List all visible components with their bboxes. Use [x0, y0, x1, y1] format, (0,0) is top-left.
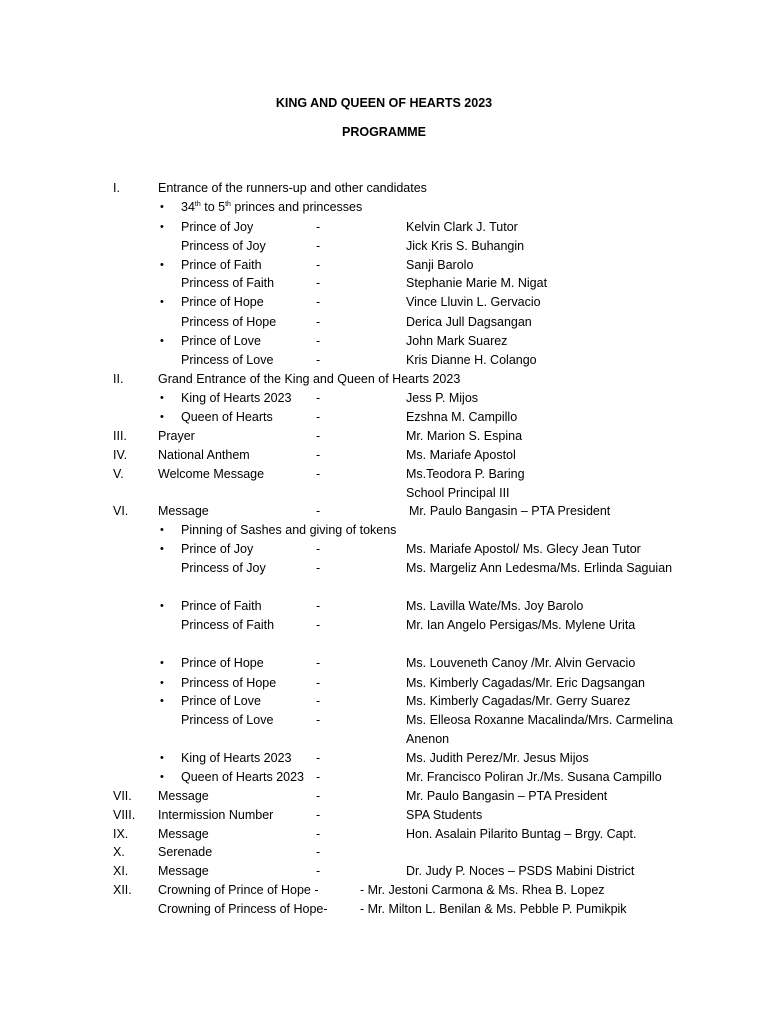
role-label: Princess of Hope	[181, 676, 277, 690]
section-number: IV.	[113, 448, 128, 462]
bullet-icon: •	[160, 392, 164, 404]
sponsor-names: Ms. Louveneth Canoy /Mr. Alvin Gervacio	[406, 656, 636, 670]
section-4-row	[0, 446, 768, 465]
sponsor-names: Ms. Kimberly Cagadas/Mr. Eric Dagsangan	[406, 676, 645, 690]
role-label: Prince of Faith	[181, 599, 262, 613]
section-7-row	[0, 787, 768, 806]
bullet-icon: •	[160, 296, 164, 308]
bullet-icon: •	[160, 201, 164, 213]
bullet-icon: •	[160, 600, 164, 612]
dash-separator: -	[316, 276, 321, 290]
person-name: Hon. Asalain Pilarito Buntag – Brgy. Capt.	[406, 827, 637, 841]
candidate-row	[0, 313, 768, 332]
role-label: King of Hearts 2023	[181, 751, 292, 765]
dash-separator: -	[316, 315, 321, 329]
pinning-row	[0, 711, 768, 730]
person-title-row	[0, 484, 768, 503]
candidate-name: Kelvin Clark J. Tutor	[406, 220, 518, 234]
list-item	[0, 521, 768, 540]
bullet-icon: •	[160, 695, 164, 707]
person-title: School Principal III	[406, 486, 510, 500]
sponsor-names: Mr. Francisco Poliran Jr./Ms. Susana Campillo	[406, 770, 662, 784]
dash-separator: -	[316, 845, 321, 859]
candidate-name: Derica Jull Dagsangan	[406, 315, 532, 329]
section-title: Entrance of the runners-up and other candidates	[158, 181, 427, 195]
role-label: King of Hearts 2023	[181, 391, 292, 405]
section-10-row	[0, 843, 768, 862]
candidate-name: Jick Kris S. Buhangin	[406, 239, 525, 253]
dash-separator: -	[316, 827, 321, 841]
pinning-row	[0, 540, 768, 559]
dash-separator: -	[316, 694, 321, 708]
document-title: KING AND QUEEN OF HEARTS 2023	[275, 96, 493, 110]
list-item	[0, 198, 768, 217]
section-number: VIII.	[113, 808, 136, 822]
bullet-icon: •	[160, 335, 164, 347]
role-label: Prince of Love	[181, 334, 261, 348]
pinning-row	[0, 559, 768, 578]
person-name: SPA Students	[406, 808, 483, 822]
dash-separator: -	[316, 618, 321, 632]
role-label: Prince of Hope	[181, 656, 264, 670]
candidate-row	[0, 389, 768, 408]
pinning-row	[0, 768, 768, 787]
candidate-name: Kris Dianne H. Colango	[406, 353, 537, 367]
sponsor-names: Ms. Mariafe Apostol/ Ms. Glecy Jean Tutor	[406, 542, 641, 556]
role-label: Princess of Love	[181, 713, 274, 727]
dash-separator: -	[316, 239, 321, 253]
role-label: Queen of Hearts	[181, 410, 273, 424]
role-label: Prince of Joy	[181, 542, 254, 556]
sponsor-names: Ms. Kimberly Cagadas/Mr. Gerry Suarez	[406, 694, 631, 708]
candidate-name: Vince Lluvin L. Gervacio	[406, 295, 541, 309]
dash-separator: -	[316, 448, 321, 462]
dash-separator: -	[316, 258, 321, 272]
dash-separator: -	[316, 789, 321, 803]
dash-separator: -	[316, 676, 321, 690]
dash-separator: -	[316, 561, 321, 575]
role-label: Prince of Hope	[181, 295, 264, 309]
section-number: III.	[113, 429, 127, 443]
section-number: V.	[113, 467, 124, 481]
section-title: Welcome Message	[158, 467, 265, 481]
section-11-row	[0, 862, 768, 881]
person-name: Mr. Marion S. Espina	[406, 429, 523, 443]
crowning-label: Crowning of Prince of Hope -	[158, 883, 319, 897]
bullet-icon: •	[160, 657, 164, 669]
section-number: VII.	[113, 789, 132, 803]
section-8-row	[0, 806, 768, 825]
candidate-row	[0, 274, 768, 293]
bullet-icon: •	[160, 524, 164, 536]
section-number: XI.	[113, 864, 129, 878]
crowning-names: - Mr. Milton L. Benilan & Ms. Pebble P. Pumikpik	[360, 902, 627, 916]
bullet-icon: •	[160, 771, 164, 783]
candidate-row	[0, 218, 768, 237]
section-12-row	[0, 881, 768, 900]
section-number: VI.	[113, 504, 129, 518]
section-3-row	[0, 427, 768, 446]
dash-separator: -	[316, 353, 321, 367]
dash-separator: -	[316, 713, 321, 727]
section-12-row-2	[0, 900, 768, 919]
sponsor-names: Ms. Lavilla Wate/Ms. Joy Barolo	[406, 599, 584, 613]
candidate-row	[0, 332, 768, 351]
dash-separator: -	[316, 808, 321, 822]
role-label: Princess of Faith	[181, 618, 275, 632]
section-title: Prayer	[158, 429, 195, 443]
bullet-icon: •	[160, 259, 164, 271]
section-title: Intermission Number	[158, 808, 274, 822]
crowning-label: Crowning of Princess of Hope-	[158, 902, 328, 916]
pinning-row	[0, 597, 768, 616]
person-name: Dr. Judy P. Noces – PSDS Mabini District	[406, 864, 635, 878]
sponsor-names: Mr. Ian Angelo Persigas/Ms. Mylene Urita	[406, 618, 636, 632]
dash-separator: -	[316, 542, 321, 556]
dash-separator: -	[316, 220, 321, 234]
dash-separator: -	[316, 656, 321, 670]
section-number: I.	[113, 181, 120, 195]
section-9-row	[0, 825, 768, 844]
crowning-names: - Mr. Jestoni Carmona & Ms. Rhea B. Lopez	[360, 883, 605, 897]
pinning-row	[0, 692, 768, 711]
sponsor-names-continued: Anenon	[406, 732, 450, 746]
pinning-row	[0, 616, 768, 635]
section-number: X.	[113, 845, 125, 859]
dash-separator: -	[316, 599, 321, 613]
section-title: Grand Entrance of the King and Queen of Hearts 2023	[158, 372, 461, 386]
role-label: Princess of Faith	[181, 276, 275, 290]
section-2-heading	[0, 370, 768, 389]
list-item-text: 34th to 5th princes and princesses	[181, 200, 363, 214]
sponsor-names: Ms. Elleosa Roxanne Macalinda/Mrs. Carmelina	[406, 713, 673, 727]
dash-separator: -	[316, 334, 321, 348]
sponsor-names: Ms. Margeliz Ann Ledesma/Ms. Erlinda Saguian	[406, 561, 673, 575]
role-label: Prince of Love	[181, 694, 261, 708]
bullet-icon: •	[160, 543, 164, 555]
list-item-text: Pinning of Sashes and giving of tokens	[181, 523, 397, 537]
dash-separator: -	[316, 864, 321, 878]
role-label: Princess of Love	[181, 353, 274, 367]
candidate-row	[0, 237, 768, 256]
section-number: IX.	[113, 827, 129, 841]
person-name: Mr. Paulo Bangasin – PTA President	[406, 789, 608, 803]
candidate-name: Sanji Barolo	[406, 258, 474, 272]
dash-separator: -	[316, 391, 321, 405]
dash-separator: -	[316, 429, 321, 443]
dash-separator: -	[316, 770, 321, 784]
section-number: XII.	[113, 883, 132, 897]
section-title: National Anthem	[158, 448, 250, 462]
section-title: Serenade	[158, 845, 213, 859]
pinning-row	[0, 674, 768, 693]
role-label: Prince of Joy	[181, 220, 254, 234]
role-label: Prince of Faith	[181, 258, 262, 272]
dash-separator: -	[316, 295, 321, 309]
document-subtitle: PROGRAMME	[341, 125, 427, 139]
dash-separator: -	[316, 467, 321, 481]
candidate-name: Stephanie Marie M. Nigat	[406, 276, 548, 290]
bullet-icon: •	[160, 411, 164, 423]
candidate-row	[0, 293, 768, 312]
bullet-icon: •	[160, 221, 164, 233]
candidate-name: Ezshna M. Campillo	[406, 410, 518, 424]
dash-separator: -	[316, 504, 321, 518]
dash-separator: -	[316, 751, 321, 765]
candidate-row	[0, 408, 768, 427]
pinning-row	[0, 654, 768, 673]
candidate-row	[0, 256, 768, 275]
pinning-row-continuation	[0, 730, 768, 749]
section-title: Message	[158, 827, 209, 841]
section-title: Message	[158, 789, 209, 803]
section-number: II.	[113, 372, 124, 386]
candidate-name: Jess P. Mijos	[406, 391, 479, 405]
pinning-row	[0, 749, 768, 768]
dash-separator: -	[316, 410, 321, 424]
section-title: Message	[158, 864, 209, 878]
section-5-row	[0, 465, 768, 484]
section-title: Message	[158, 504, 209, 518]
candidate-name: John Mark Suarez	[406, 334, 508, 348]
bullet-icon: •	[160, 752, 164, 764]
person-name: Ms.Teodora P. Baring	[406, 467, 525, 481]
role-label: Princess of Joy	[181, 239, 266, 253]
candidate-row	[0, 351, 768, 370]
person-name: Ms. Mariafe Apostol	[406, 448, 516, 462]
section-6-row	[0, 502, 768, 521]
role-label: Princess of Hope	[181, 315, 277, 329]
role-label: Princess of Joy	[181, 561, 266, 575]
role-label: Queen of Hearts 2023	[181, 770, 304, 784]
sponsor-names: Ms. Judith Perez/Mr. Jesus Mijos	[406, 751, 589, 765]
person-name: Mr. Paulo Bangasin – PTA President	[409, 504, 611, 518]
section-1-heading	[0, 179, 768, 198]
bullet-icon: •	[160, 677, 164, 689]
